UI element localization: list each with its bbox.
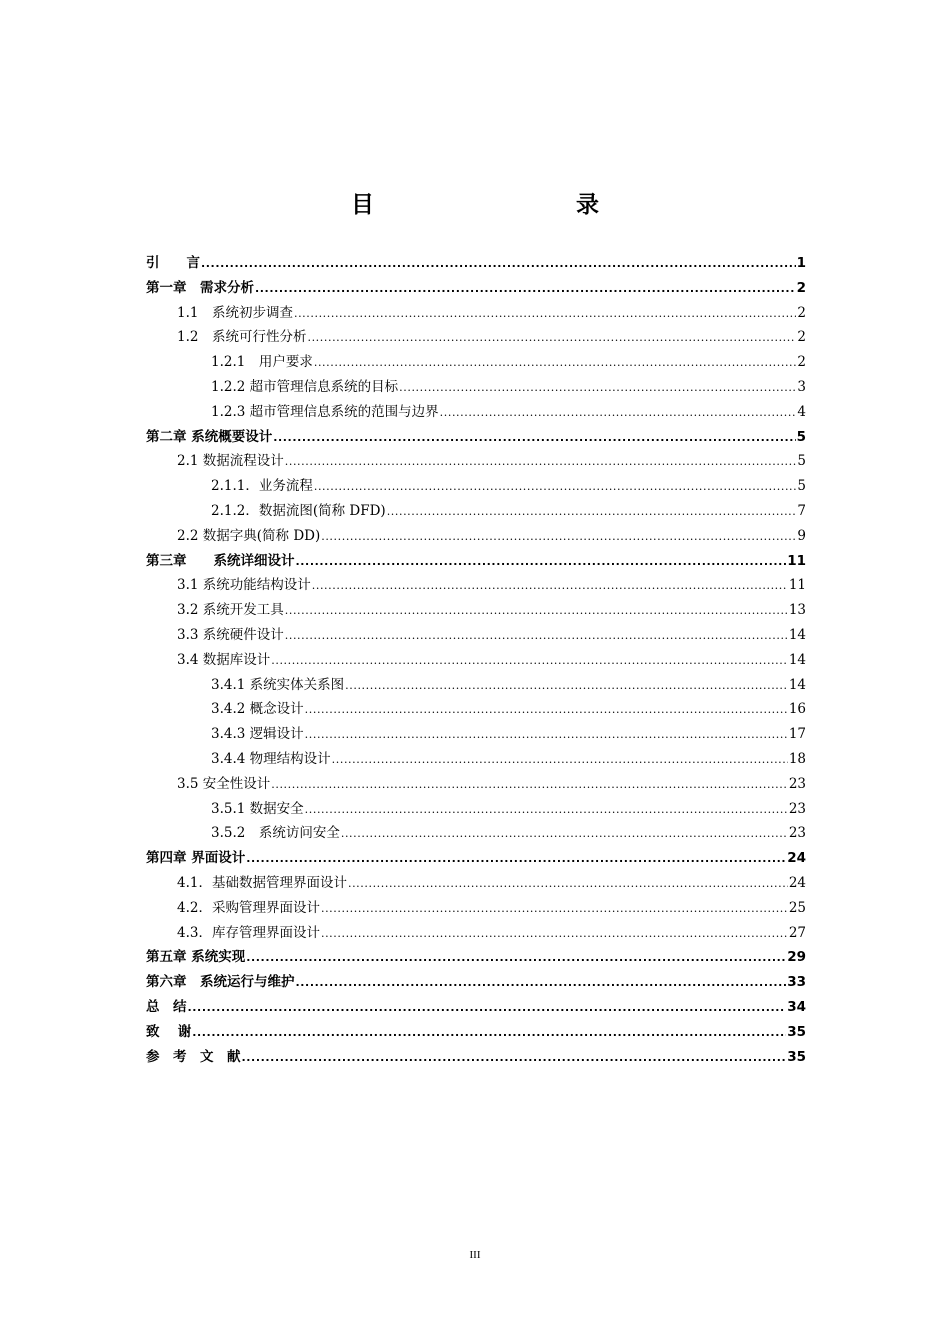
toc-entry[interactable] <box>146 251 806 276</box>
toc-dot-leader <box>305 797 788 823</box>
page-title: 目 录 <box>351 192 651 218</box>
toc-entry-page-number: 5 <box>797 478 806 495</box>
toc-entry-page-number: 35 <box>787 1023 806 1040</box>
toc-dot-leader <box>188 995 787 1021</box>
toc-entry-page-number: 24 <box>788 874 806 891</box>
toc-entry-page-number: 24 <box>787 850 806 867</box>
toc-entry-page-number: 29 <box>787 949 806 966</box>
toc-dot-leader <box>312 573 788 599</box>
toc-entry-label: 3.5.2 系统访问安全 <box>211 825 340 842</box>
toc-entry-page-number: 2 <box>797 354 806 371</box>
toc-dot-leader <box>246 846 786 872</box>
toc-entry-label: 3.3 系统硬件设计 <box>177 626 284 643</box>
toc-dot-leader <box>341 821 788 847</box>
toc-entry[interactable] <box>146 697 806 722</box>
toc-entry-label: 2.2 数据字典(简称 DD) <box>177 527 321 544</box>
toc-entry-label: 3.4.2 概念设计 <box>211 701 304 718</box>
toc-entry[interactable] <box>146 970 806 995</box>
toc-entry-label: 4.3．库存管理界面设计 <box>177 924 320 941</box>
toc-entry[interactable] <box>146 871 806 896</box>
toc-dot-leader <box>321 896 788 922</box>
toc-entry-label: 2.1.1．业务流程 <box>211 478 313 495</box>
toc-entry-label: 第四章 界面设计 <box>146 850 246 867</box>
toc-entry-label: 3.4.3 逻辑设计 <box>211 726 304 743</box>
toc-entry-page-number: 23 <box>788 775 806 792</box>
toc-entry[interactable] <box>146 375 806 400</box>
toc-dot-leader <box>285 623 788 649</box>
toc-entry-page-number: 3 <box>797 378 806 395</box>
toc-entry[interactable] <box>146 722 806 747</box>
toc-entry-label: 第二章 系统概要设计 <box>146 428 273 445</box>
toc-entry-label: 3.5 安全性设计 <box>177 775 271 792</box>
toc-entry[interactable] <box>146 797 806 822</box>
toc-entry[interactable] <box>146 995 806 1020</box>
toc-dot-leader <box>242 1045 787 1071</box>
toc-entry-page-number: 14 <box>788 651 806 668</box>
toc-entry[interactable] <box>146 276 806 301</box>
toc-entry-label: 3.1 系统功能结构设计 <box>177 577 311 594</box>
toc-dot-leader <box>314 474 797 500</box>
toc-entry-label: 1.1 系统初步调查 <box>177 304 293 321</box>
toc-entry-label: 致 谢 <box>146 1023 192 1040</box>
toc-entry-label: 1.2.1 用户要求 <box>211 354 313 371</box>
page-number-footer: III <box>469 1249 481 1261</box>
toc-entry-page-number: 14 <box>788 626 806 643</box>
toc-entry[interactable] <box>146 945 806 970</box>
toc-dot-leader <box>296 970 787 996</box>
toc-entry[interactable] <box>146 598 806 623</box>
toc-entry[interactable] <box>146 449 806 474</box>
toc-entry-label: 第一章 需求分析 <box>146 279 254 296</box>
toc-dot-leader <box>399 375 796 401</box>
toc-entry-page-number: 25 <box>788 899 806 916</box>
toc-entry-page-number: 9 <box>797 527 806 544</box>
toc-entry-page-number: 5 <box>797 453 806 470</box>
toc-dot-leader <box>307 325 796 351</box>
toc-entry-label: 引 言 <box>146 255 200 271</box>
toc-entry-label: 1.2.2 超市管理信息系统的目标 <box>211 378 399 395</box>
toc-entry-label: 总 结 <box>146 998 187 1015</box>
toc-entry-page-number: 2 <box>796 279 806 296</box>
toc-entry[interactable] <box>146 573 806 598</box>
toc-entry[interactable] <box>146 623 806 648</box>
toc-entry[interactable] <box>146 425 806 450</box>
toc-dot-leader <box>387 499 797 525</box>
toc-entry[interactable] <box>146 301 806 326</box>
toc-entry-label: 3.5.1 数据安全 <box>211 800 304 817</box>
toc-entry[interactable] <box>146 648 806 673</box>
toc-entry-page-number: 33 <box>787 974 806 991</box>
toc-dot-leader <box>305 697 788 723</box>
toc-dot-leader <box>440 400 797 426</box>
toc-entry-label: 1.2.3 超市管理信息系统的范围与边界 <box>211 403 439 420</box>
toc-entry[interactable] <box>146 896 806 921</box>
toc-dot-leader <box>271 648 788 674</box>
toc-entry[interactable] <box>146 350 806 375</box>
toc-dot-leader <box>348 871 788 897</box>
toc-entry[interactable] <box>146 400 806 425</box>
toc-entry-label: 第五章 系统实现 <box>146 949 246 966</box>
toc-entry[interactable] <box>146 673 806 698</box>
toc-entry-page-number: 27 <box>788 924 806 941</box>
toc-entry-page-number: 2 <box>797 304 806 321</box>
toc-entry-label: 3.4.4 物理结构设计 <box>211 750 331 767</box>
toc-entry-page-number: 4 <box>797 403 806 420</box>
toc-entry[interactable] <box>146 474 806 499</box>
table-of-contents <box>146 251 806 1069</box>
toc-entry[interactable] <box>146 524 806 549</box>
toc-entry-page-number: 11 <box>788 577 806 594</box>
toc-entry-page-number: 23 <box>788 800 806 817</box>
toc-entry[interactable] <box>146 747 806 772</box>
toc-entry-page-number: 2 <box>797 329 806 346</box>
toc-dot-leader <box>321 524 796 550</box>
toc-entry-label: 4.1．基础数据管理界面设计 <box>177 874 347 891</box>
toc-entry-label: 1.2 系统可行性分析 <box>177 329 307 346</box>
toc-dot-leader <box>271 772 788 798</box>
toc-entry[interactable] <box>146 1020 806 1045</box>
toc-entry-page-number: 5 <box>796 428 806 445</box>
toc-dot-leader <box>321 921 788 947</box>
toc-entry-page-number: 11 <box>787 552 806 569</box>
toc-entry-page-number: 14 <box>788 676 806 693</box>
toc-entry-page-number: 35 <box>787 1048 806 1065</box>
toc-entry-page-number: 13 <box>788 602 806 619</box>
toc-entry[interactable] <box>146 772 806 797</box>
toc-entry-label: 2.1 数据流程设计 <box>177 453 284 470</box>
toc-entry-page-number: 34 <box>787 998 806 1015</box>
toc-dot-leader <box>285 598 788 624</box>
toc-entry-label: 第六章 系统运行与维护 <box>146 974 295 991</box>
toc-entry-page-number: 1 <box>796 255 806 271</box>
toc-dot-leader <box>305 722 788 748</box>
toc-dot-leader <box>246 945 786 971</box>
toc-entry-label: 3.2 系统开发工具 <box>177 602 284 619</box>
toc-entry-label: 2.1.2．数据流图(简称 DFD) <box>211 502 386 519</box>
toc-dot-leader <box>273 425 795 451</box>
toc-entry-label: 4.2．采购管理界面设计 <box>177 899 320 916</box>
toc-entry-page-number: 16 <box>788 701 806 718</box>
toc-entry-page-number: 18 <box>788 750 806 767</box>
toc-entry-label: 3.4 数据库设计 <box>177 651 271 668</box>
toc-entry[interactable] <box>146 1045 806 1070</box>
toc-dot-leader <box>255 276 796 302</box>
toc-entry[interactable] <box>146 821 806 846</box>
toc-dot-leader <box>345 673 788 699</box>
toc-entry-page-number: 7 <box>797 502 806 519</box>
toc-entry-label: 3.4.1 系统实体关系图 <box>211 676 345 693</box>
toc-dot-leader <box>285 449 797 475</box>
toc-entry[interactable] <box>146 846 806 871</box>
toc-entry-page-number: 17 <box>788 726 806 743</box>
toc-dot-leader <box>294 301 796 327</box>
toc-entry-label: 第三章 系统详细设计 <box>146 552 295 569</box>
toc-entry-label: 参 考 文 献 <box>146 1048 241 1065</box>
toc-entry[interactable] <box>146 325 806 350</box>
toc-entry[interactable] <box>146 549 806 574</box>
toc-dot-leader <box>296 549 787 575</box>
toc-entry-page-number: 23 <box>788 825 806 842</box>
toc-dot-leader <box>192 1020 786 1046</box>
toc-entry[interactable] <box>146 499 806 524</box>
toc-dot-leader <box>201 251 796 277</box>
toc-dot-leader <box>332 747 788 773</box>
toc-entry[interactable] <box>146 921 806 946</box>
toc-dot-leader <box>314 350 797 376</box>
